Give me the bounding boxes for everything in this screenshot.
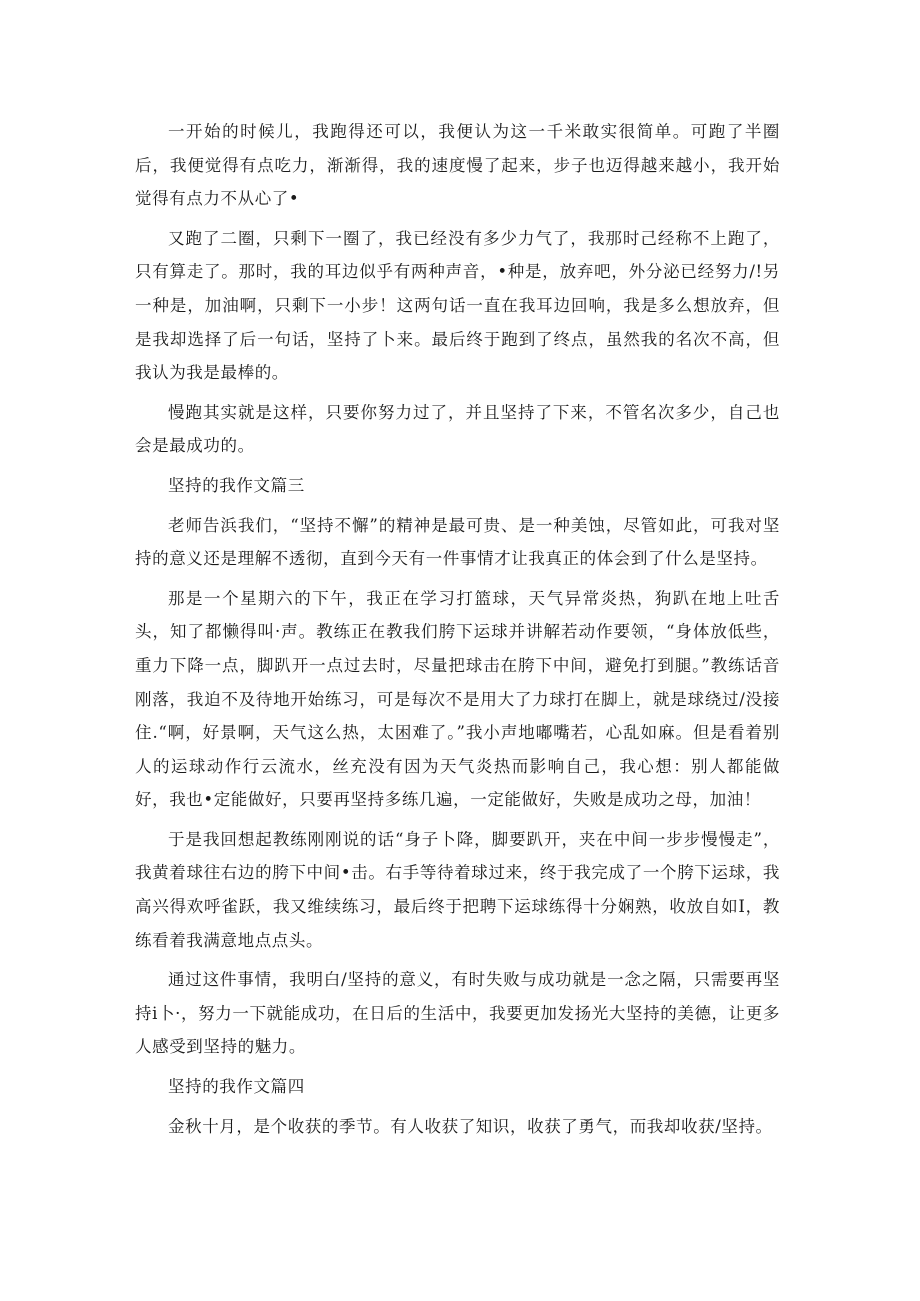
paragraph-last-lap: 又跑了二圈，只剩下一圈了，我已经没有多少力气了，我那时己经称不上跑了，只有算走了。那时，我的耳边似乎有两种声音，•种是，放弃吧，外分泌已经努力/!另一种是，加油啊，只剩下一小步！这两句话一直在我耳边回响，我是多么想放弃，但是我却选择了后一句话，坚持了卜来。最后终于跑到了终点，虽然我的名次不高，但我认为我是最棒的。	[135, 228, 780, 383]
paragraph-running-start: 一开始的时候儿，我跑得还可以，我便认为这一千米敢实很简单。可跑了半圈后，我便觉得有点吃力，渐渐得，我的速度慢了起来，步子也迈得越来越小，我开始觉得有点力不从心了•	[135, 122, 780, 209]
paragraph-crossover-dribble: 于是我回想起教练刚刚说的话“身子卜降，脚要趴开，夹在中间一步步慢慢走”，我黄着球往右边的胯下中间•击。右手等待着球过来，终于我完成了一个胯下运球，我高兴得欢呼雀跃，我又维续练习，最后终于把聘下运球练得十分娴熟，收放自如I，教练看着我满意地点点头。	[135, 829, 780, 950]
paragraph-meaning-of-persistence: 通过这件事情，我明白/坚持的意义，有时失败与成功就是一念之隔，只需要再坚持i卜·，努力一下就能成功，在日后的生活中，我要更加发扬光大坚持的美德，让更多人感受到坚持的魅力。	[135, 970, 780, 1057]
document-body	[135, 115, 780, 1149]
paragraph-basketball-practice: 那是一个星期六的下午，我正在学习打篮球，天气异常炎热，狗趴在地上吐舌头，知了都懒得叫·声。教练正在教我们胯下运球并讲解若动作要领，“身体放低些，重力下降一点，脚趴开一点过去时，尽量把球击在胯下中间，避免打到腿。”教练话音刚落，我迫不及待地开始练习，可是每次不是用大了力球打在脚上，就是球绕过/没接住.“啊，好景啊，天气这么热，太困难了。”我小声地嘟嘴若，心乱如麻。但是看着别人的运球动作行云流水，丝充没有因为天气炎热而影响自己，我心想：别人都能做好，我也•定能做好，只要再坚持多练几遍，一定能做好，失败是成功之母，加油！	[135, 588, 780, 810]
paragraph-golden-autumn: 金秋十月，是个收获的季节。有人收获了知识，收获了勇气，而我却收获/坚持。	[168, 1116, 773, 1136]
paragraph-jogging-conclusion: 慢跑其实就是这样，只要你努力过了，并且坚持了下来，不管名次多少，自己也会是最成功的。	[135, 402, 780, 456]
section-heading-part-four: 坚持的我作文篇四	[168, 1077, 305, 1097]
paragraph-teacher-told: 老师告浜我们，“坚持不懈”的精神是最可贵、是一种美蚀，尽管如此，可我对坚持的意义还是理解不透彻，直到今天有一件事情才让我真正的体会到了什么是坚持。	[135, 515, 780, 569]
section-heading-part-three: 坚持的我作文篇三	[168, 475, 305, 495]
